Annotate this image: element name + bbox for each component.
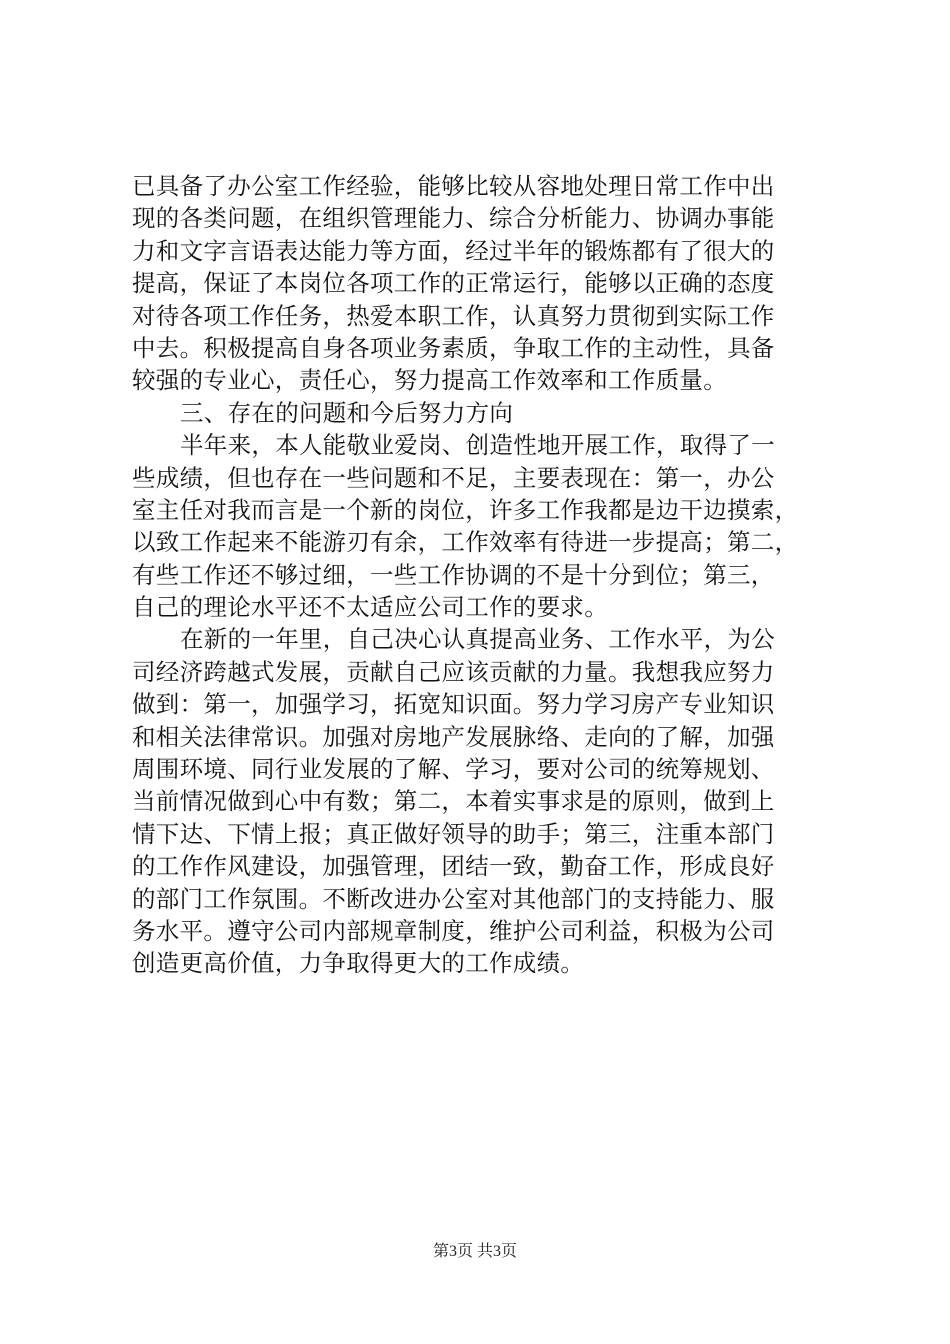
text-line: 务水平。遵守公司内部规章制度，维护公司利益，积极为公司 [132, 916, 775, 945]
text-line: 有些工作还不够过细，一些工作协调的不是十分到位；第三， [132, 560, 775, 589]
text-line: 的工作作风建设，加强管理，团结一致，勤奋工作，形成良好 [132, 852, 775, 881]
text-line: 较强的专业心，责任心，努力提高工作效率和工作质量。 [132, 366, 727, 395]
text-line: 以致工作起来不能游刃有余，工作效率有待进一步提高；第二， [132, 528, 799, 557]
text-line: 当前情况做到心中有数；第二，本着实事求是的原则，做到上 [132, 787, 775, 816]
body-text [132, 170, 842, 980]
text-line: 中去。积极提高自身各项业务素质，争取工作的主动性，具备 [132, 333, 775, 362]
page-number: 第3页 共3页 [432, 1243, 517, 1260]
text-line: 室主任对我而言是一个新的岗位，许多工作我都是边干边摸索， [132, 495, 799, 524]
text-line: 提高，保证了本岗位各项工作的正常运行，能够以正确的态度 [132, 269, 775, 298]
text-line: 已具备了办公室工作经验，能够比较从容地处理日常工作中出 [132, 172, 775, 200]
text-line: 创造更高价值，力争取得更大的工作成绩。 [132, 949, 585, 978]
page-footer [0, 1242, 950, 1262]
text-line: 些成绩，但也存在一些问题和不足，主要表现在：第一，办公 [132, 463, 775, 492]
text-line: 自己的理论水平还不太适应公司工作的要求。 [132, 593, 608, 622]
text-line: 做到：第一，加强学习，拓宽知识面。努力学习房产专业知识 [132, 690, 775, 719]
text-line: 和相关法律常识。加强对房地产发展脉络、走向的了解，加强 [132, 722, 775, 751]
section-heading: 三、存在的问题和今后努力方向 [180, 398, 514, 427]
text-line: 的部门工作氛围。不断改进办公室对其他部门的支持能力、服 [132, 884, 775, 913]
text-line: 情下达、下情上报；真正做好领导的助手；第三，注重本部门 [132, 819, 775, 848]
text-line: 力和文字言语表达能力等方面，经过半年的锻炼都有了很大的 [132, 236, 775, 265]
text-line: 在新的一年里，自己决心认真提高业务、工作水平，为公 [180, 625, 775, 654]
text-line: 半年来，本人能敬业爱岗、创造性地开展工作，取得了一 [180, 431, 775, 460]
text-line: 现的各类问题，在组织管理能力、综合分析能力、协调办事能 [132, 204, 775, 233]
text-line: 对待各项工作任务，热爱本职工作，认真努力贯彻到实际工作 [132, 301, 775, 330]
text-line: 司经济跨越式发展，贡献自己应该贡献的力量。我想我应努力 [132, 657, 775, 686]
text-line: 周围环境、同行业发展的了解、学习，要对公司的统筹规划、 [132, 755, 775, 784]
